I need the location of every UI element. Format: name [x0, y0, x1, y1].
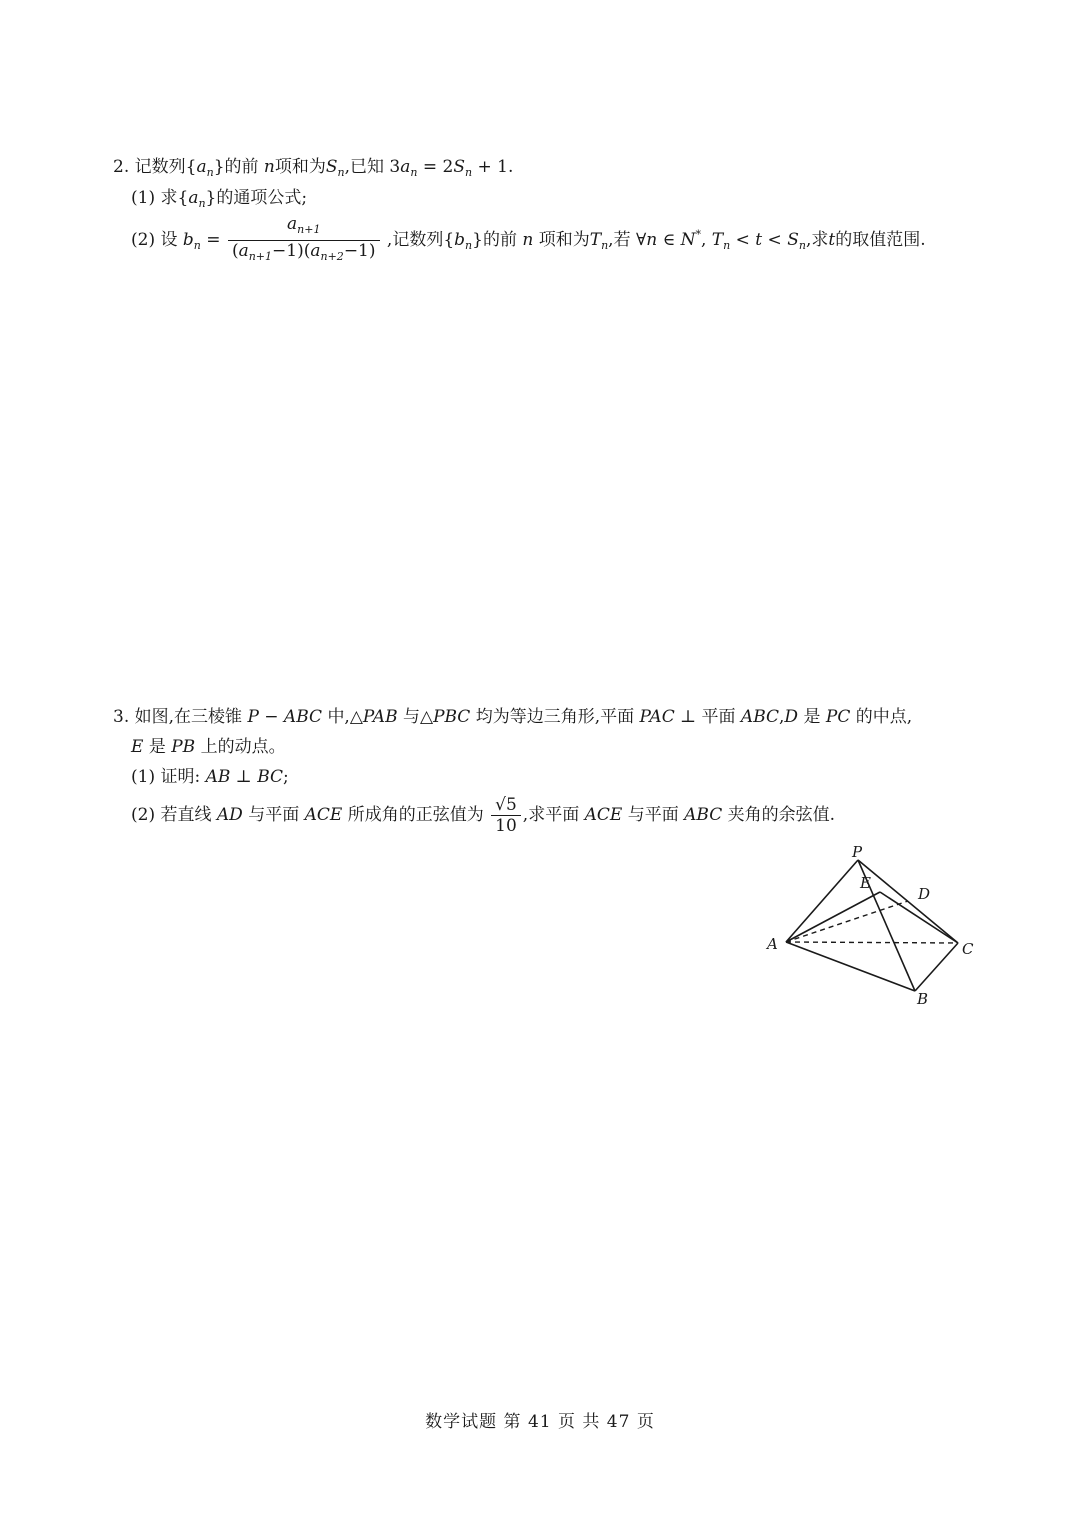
label-B: B — [917, 990, 929, 1008]
page-footer: 数学试题 第 41 页 共 47 页 — [425, 1412, 655, 1432]
edge-AB — [786, 942, 915, 991]
q3-part1: (1) 证明: AB ⊥ BC; — [131, 767, 289, 787]
label-D: D — [918, 885, 931, 903]
q2-part1: (1) 求$\{a_n\}$的通项公式; — [131, 188, 308, 210]
q2-fraction: $\frac{a_{n+1}}{(a_{n+1}-1)(a_{n+2}-1)}$ — [228, 214, 380, 267]
q3-fraction: $\frac{√5}{10}$ — [491, 795, 521, 836]
q3-part2: (2) 若直线 AD 与平面 ACE 所成角的正弦值为 $\frac{√5}{10}$ ,求平面 ACE 与平面 ABC 夹角的余弦值. — [131, 795, 836, 836]
label-P: P — [852, 845, 863, 861]
hidden-edge-AC — [786, 942, 958, 943]
q2-part2: (2) 设 $b_n$ = $\frac{a_{n+1}}{(a_{n+1}-1)(a_{n+2}-1)}$ ,记数列$\{b_n\}$的前 n 项和为$T_n$,若 ∀n ∈ N*, $T_n < t < S_n$,求t的取值范围. — [131, 214, 926, 267]
pyramid-figure — [760, 845, 1000, 1015]
edge-BC — [915, 943, 958, 991]
label-C: C — [962, 940, 974, 958]
q3-stem: 3. 如图,在三棱锥 P − ABC 中,△PAB 与△PBC 均为等边三角形,平面 PAC ⊥ 平面 ABC,D 是 PC 的中点, — [113, 707, 913, 727]
q3-stem-line2: E 是 PB 上的动点。 — [131, 737, 286, 757]
label-E: E — [860, 874, 871, 892]
q2-stem: 2. 记数列$\{a_n\}$的前 n项和为$S_n$,已知 $3a_n = 2S_n + 1$. — [113, 157, 514, 179]
segment-AE — [786, 892, 880, 942]
label-A: A — [767, 935, 778, 953]
